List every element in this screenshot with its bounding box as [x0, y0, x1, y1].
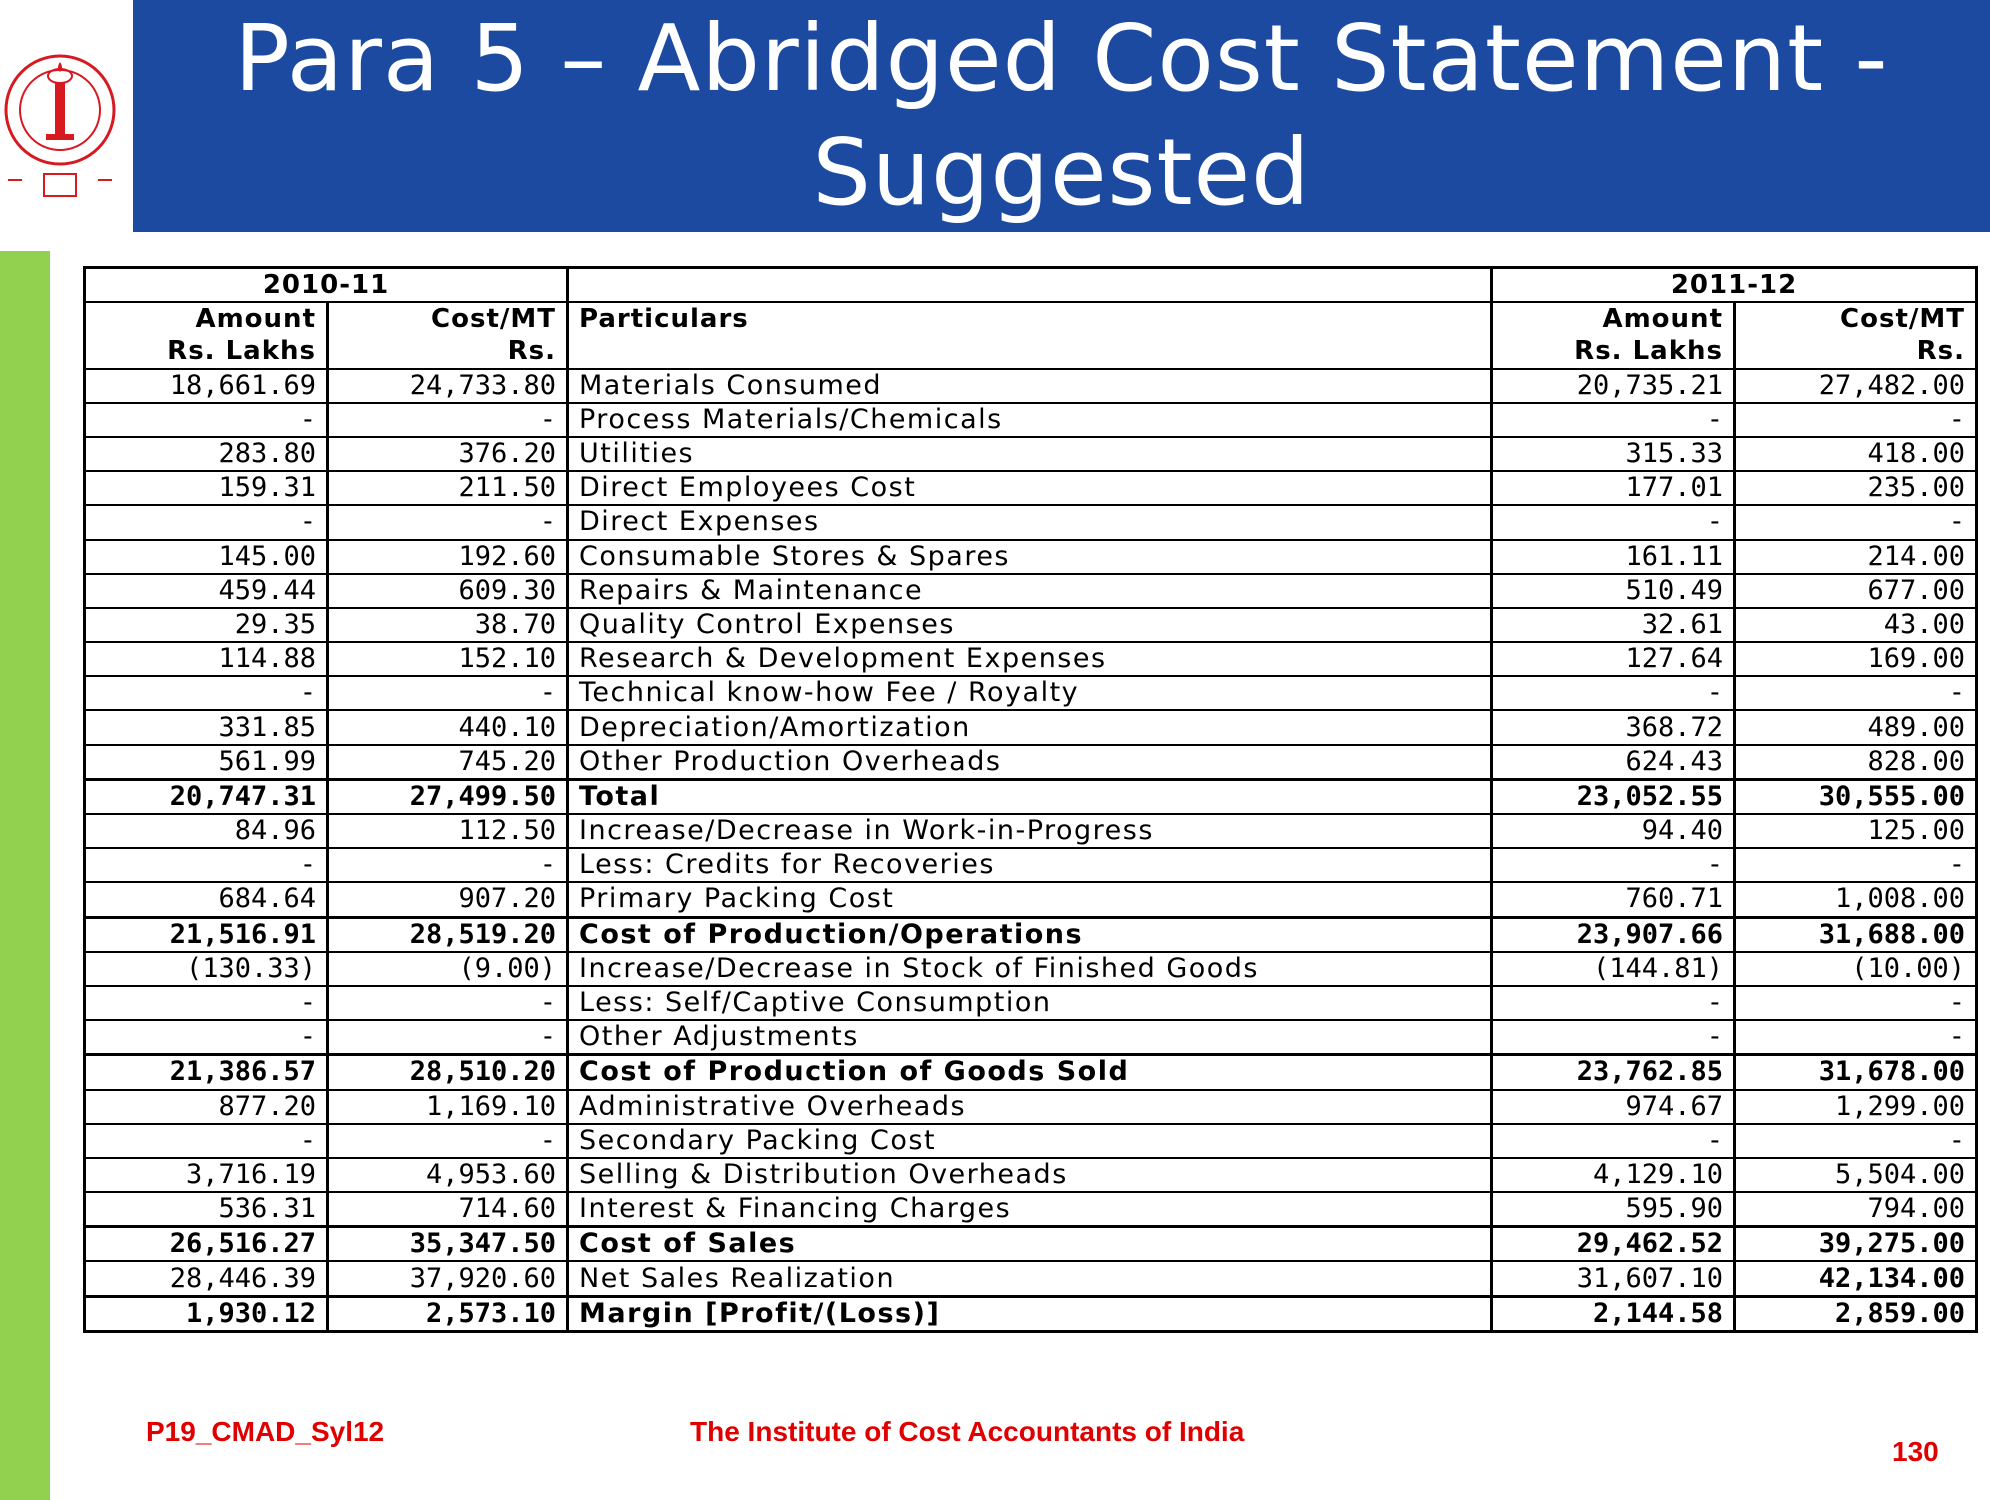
cost-per-mt-2010-11-cell: 376.20 [328, 437, 568, 471]
amount-2011-12-cell: (144.81) [1492, 952, 1735, 986]
amount-2010-11-cell: 159.31 [85, 471, 328, 505]
amount-2011-12-cell: - [1492, 505, 1735, 539]
unit-amount-right: Rs. Lakhs [1492, 335, 1735, 368]
accent-bar [0, 251, 50, 1500]
amount-2011-12-cell: - [1492, 403, 1735, 437]
table-row [85, 642, 1977, 676]
cost-per-mt-2011-12-cell: - [1735, 1020, 1977, 1055]
table-row [85, 540, 1977, 574]
particulars-cell: Cost of Sales [568, 1227, 1492, 1262]
cost-per-mt-2011-12-cell: 677.00 [1735, 574, 1977, 608]
table-row [85, 848, 1977, 882]
cost-per-mt-2011-12-cell: - [1735, 676, 1977, 710]
amount-2011-12-cell: 23,762.85 [1492, 1055, 1735, 1090]
table-row [85, 403, 1977, 437]
particulars-cell: Cost of Production/Operations [568, 917, 1492, 952]
footer-institute: The Institute of Cost Accountants of India [690, 1416, 1245, 1447]
table-row [85, 369, 1977, 403]
table-row [85, 745, 1977, 780]
cost-per-mt-2010-11-cell: 211.50 [328, 471, 568, 505]
cost-per-mt-2010-11-cell: - [328, 1124, 568, 1158]
amount-2011-12-cell: 177.01 [1492, 471, 1735, 505]
amount-2011-12-cell: - [1492, 1124, 1735, 1158]
table-row [85, 779, 1977, 814]
amount-2011-12-cell: 368.72 [1492, 710, 1735, 744]
cost-per-mt-2010-11-cell: 745.20 [328, 745, 568, 780]
amount-2011-12-cell: - [1492, 1020, 1735, 1055]
table-row [85, 917, 1977, 952]
particulars-cell: Technical know-how Fee / Royalty [568, 676, 1492, 710]
table-row [85, 608, 1977, 642]
cost-per-mt-2010-11-cell: - [328, 986, 568, 1020]
amount-2011-12-cell: 23,907.66 [1492, 917, 1735, 952]
table-row [85, 1261, 1977, 1296]
particulars-cell: Less: Self/Captive Consumption [568, 986, 1492, 1020]
cost-per-mt-2010-11-cell: 907.20 [328, 882, 568, 917]
cost-per-mt-2011-12-cell: 31,688.00 [1735, 917, 1977, 952]
particulars-cell: Direct Employees Cost [568, 471, 1492, 505]
cost-per-mt-2010-11-cell: 38.70 [328, 608, 568, 642]
cost-per-mt-2010-11-cell: (9.00) [328, 952, 568, 986]
cost-per-mt-2011-12-cell: - [1735, 403, 1977, 437]
cost-per-mt-2011-12-cell: - [1735, 848, 1977, 882]
table-row [85, 1158, 1977, 1192]
amount-2011-12-cell: - [1492, 986, 1735, 1020]
amount-2010-11-cell: 684.64 [85, 882, 328, 917]
cost-per-mt-2010-11-cell: 28,519.20 [328, 917, 568, 952]
amount-2010-11-cell: 114.88 [85, 642, 328, 676]
amount-2010-11-cell: - [85, 986, 328, 1020]
cost-per-mt-2011-12-cell: 27,482.00 [1735, 369, 1977, 403]
amount-2011-12-cell: 29,462.52 [1492, 1227, 1735, 1262]
amount-2011-12-cell: 315.33 [1492, 437, 1735, 471]
col-cost-right: Cost/MT [1735, 302, 1977, 335]
col-particulars: Particulars [568, 302, 1492, 335]
amount-2011-12-cell: 94.40 [1492, 814, 1735, 848]
amount-2011-12-cell: 23,052.55 [1492, 779, 1735, 814]
amount-2011-12-cell: 595.90 [1492, 1192, 1735, 1227]
cost-per-mt-2011-12-cell: 235.00 [1735, 471, 1977, 505]
title-banner [133, 0, 1990, 232]
amount-2010-11-cell: 1,930.12 [85, 1296, 328, 1331]
amount-2011-12-cell: - [1492, 848, 1735, 882]
particulars-cell: Research & Development Expenses [568, 642, 1492, 676]
amount-2010-11-cell: (130.33) [85, 952, 328, 986]
cost-per-mt-2010-11-cell: 4,953.60 [328, 1158, 568, 1192]
amount-2010-11-cell: 21,386.57 [85, 1055, 328, 1090]
amount-2011-12-cell: 510.49 [1492, 574, 1735, 608]
amount-2010-11-cell: - [85, 403, 328, 437]
cost-per-mt-2011-12-cell: 214.00 [1735, 540, 1977, 574]
cost-per-mt-2011-12-cell: 828.00 [1735, 745, 1977, 780]
table-row [85, 1055, 1977, 1090]
particulars-cell: Direct Expenses [568, 505, 1492, 539]
cost-per-mt-2010-11-cell: 2,573.10 [328, 1296, 568, 1331]
cost-per-mt-2011-12-cell: - [1735, 1124, 1977, 1158]
amount-2010-11-cell: 20,747.31 [85, 779, 328, 814]
cost-per-mt-2010-11-cell: - [328, 848, 568, 882]
cost-per-mt-2011-12-cell: 30,555.00 [1735, 779, 1977, 814]
cost-per-mt-2011-12-cell: 169.00 [1735, 642, 1977, 676]
table-row [85, 574, 1977, 608]
cost-per-mt-2010-11-cell: 152.10 [328, 642, 568, 676]
amount-2010-11-cell: 536.31 [85, 1192, 328, 1227]
cost-per-mt-2010-11-cell: - [328, 676, 568, 710]
amount-2010-11-cell: 26,516.27 [85, 1227, 328, 1262]
particulars-cell: Process Materials/Chemicals [568, 403, 1492, 437]
amount-2010-11-cell: 331.85 [85, 710, 328, 744]
particulars-cell: Utilities [568, 437, 1492, 471]
cost-per-mt-2010-11-cell: 609.30 [328, 574, 568, 608]
table-row [85, 1227, 1977, 1262]
page-title-line-1: Para 5 – Abridged Cost Statement - [234, 5, 1889, 112]
cost-per-mt-2011-12-cell: (10.00) [1735, 952, 1977, 986]
amount-2011-12-cell: 4,129.10 [1492, 1158, 1735, 1192]
cost-per-mt-2011-12-cell: 42,134.00 [1735, 1261, 1977, 1296]
amount-2011-12-cell: 974.67 [1492, 1090, 1735, 1124]
unit-amount-left: Rs. Lakhs [85, 335, 328, 368]
amount-2010-11-cell: 145.00 [85, 540, 328, 574]
particulars-cell: Cost of Production of Goods Sold [568, 1055, 1492, 1090]
particulars-cell: Primary Packing Cost [568, 882, 1492, 917]
amount-2010-11-cell: 459.44 [85, 574, 328, 608]
cost-per-mt-2011-12-cell: - [1735, 505, 1977, 539]
col-cost-left: Cost/MT [328, 302, 568, 335]
cost-per-mt-2010-11-cell: 24,733.80 [328, 369, 568, 403]
amount-2010-11-cell: 283.80 [85, 437, 328, 471]
cost-per-mt-2011-12-cell: 1,008.00 [1735, 882, 1977, 917]
cost-per-mt-2010-11-cell: 714.60 [328, 1192, 568, 1227]
particulars-cell: Other Adjustments [568, 1020, 1492, 1055]
particulars-cell: Repairs & Maintenance [568, 574, 1492, 608]
table-row [85, 710, 1977, 744]
amount-2011-12-cell: 20,735.21 [1492, 369, 1735, 403]
cost-per-mt-2010-11-cell: 28,510.20 [328, 1055, 568, 1090]
particulars-cell: Net Sales Realization [568, 1261, 1492, 1296]
amount-2011-12-cell: 127.64 [1492, 642, 1735, 676]
cost-per-mt-2010-11-cell: - [328, 1020, 568, 1055]
amount-2011-12-cell: 2,144.58 [1492, 1296, 1735, 1331]
table-row [85, 952, 1977, 986]
footer-course-code: P19_CMAD_Syl12 [146, 1416, 385, 1447]
amount-2010-11-cell: - [85, 505, 328, 539]
particulars-cell: Depreciation/Amortization [568, 710, 1492, 744]
amount-2010-11-cell: 28,446.39 [85, 1261, 328, 1296]
amount-2010-11-cell: - [85, 1124, 328, 1158]
amount-2011-12-cell: 31,607.10 [1492, 1261, 1735, 1296]
cost-per-mt-2011-12-cell: 5,504.00 [1735, 1158, 1977, 1192]
particulars-cell: Increase/Decrease in Stock of Finished Goods [568, 952, 1492, 986]
cost-statement-table-wrap [83, 266, 1975, 1333]
amount-2011-12-cell: 32.61 [1492, 608, 1735, 642]
particulars-cell: Increase/Decrease in Work-in-Progress [568, 814, 1492, 848]
cost-per-mt-2011-12-cell: 31,678.00 [1735, 1055, 1977, 1090]
year-right: 2011-12 [1492, 268, 1977, 303]
amount-2011-12-cell: 624.43 [1492, 745, 1735, 780]
amount-2010-11-cell: 561.99 [85, 745, 328, 780]
particulars-cell: Interest & Financing Charges [568, 1192, 1492, 1227]
institute-seal-icon [0, 0, 130, 232]
amount-2010-11-cell: 84.96 [85, 814, 328, 848]
institute-logo [0, 0, 130, 232]
cost-per-mt-2011-12-cell: 39,275.00 [1735, 1227, 1977, 1262]
cost-per-mt-2010-11-cell: 35,347.50 [328, 1227, 568, 1262]
particulars-blank [568, 268, 1492, 303]
amount-2010-11-cell: 18,661.69 [85, 369, 328, 403]
particulars-cell: Selling & Distribution Overheads [568, 1158, 1492, 1192]
unit-header-row [85, 335, 1977, 368]
cost-per-mt-2010-11-cell: - [328, 505, 568, 539]
column-header-row [85, 302, 1977, 335]
table-row [85, 505, 1977, 539]
cost-per-mt-2010-11-cell: 1,169.10 [328, 1090, 568, 1124]
unit-cost-right: Rs. [1735, 335, 1977, 368]
amount-2011-12-cell: 161.11 [1492, 540, 1735, 574]
page-number: 130 [1892, 1436, 1939, 1467]
cost-per-mt-2010-11-cell: 27,499.50 [328, 779, 568, 814]
year-header-row [85, 268, 1977, 303]
cost-per-mt-2010-11-cell: 440.10 [328, 710, 568, 744]
cost-per-mt-2011-12-cell: 489.00 [1735, 710, 1977, 744]
cost-per-mt-2010-11-cell: 112.50 [328, 814, 568, 848]
cost-per-mt-2011-12-cell: 125.00 [1735, 814, 1977, 848]
amount-2011-12-cell: - [1492, 676, 1735, 710]
year-left: 2010-11 [85, 268, 568, 303]
cost-per-mt-2011-12-cell: 1,299.00 [1735, 1090, 1977, 1124]
table-row [85, 1090, 1977, 1124]
table-row [85, 814, 1977, 848]
amount-2010-11-cell: 21,516.91 [85, 917, 328, 952]
unit-cost-left: Rs. [328, 335, 568, 368]
particulars-cell: Total [568, 779, 1492, 814]
table-row [85, 1296, 1977, 1331]
cost-per-mt-2010-11-cell: - [328, 403, 568, 437]
cost-per-mt-2011-12-cell: 2,859.00 [1735, 1296, 1977, 1331]
table-row [85, 1192, 1977, 1227]
particulars-cell: Margin [Profit/(Loss)] [568, 1296, 1492, 1331]
amount-2010-11-cell: - [85, 848, 328, 882]
table-row [85, 1124, 1977, 1158]
particulars-cell: Other Production Overheads [568, 745, 1492, 780]
amount-2011-12-cell: 760.71 [1492, 882, 1735, 917]
col-amount-left: Amount [85, 302, 328, 335]
table-row [85, 437, 1977, 471]
table-row [85, 882, 1977, 917]
cost-per-mt-2011-12-cell: 794.00 [1735, 1192, 1977, 1227]
amount-2010-11-cell: 877.20 [85, 1090, 328, 1124]
cost-per-mt-2011-12-cell: - [1735, 986, 1977, 1020]
unit-particulars [568, 335, 1492, 368]
table-row [85, 986, 1977, 1020]
table-row [85, 676, 1977, 710]
table-row [85, 1020, 1977, 1055]
cost-per-mt-2010-11-cell: 192.60 [328, 540, 568, 574]
amount-2010-11-cell: - [85, 1020, 328, 1055]
cost-per-mt-2010-11-cell: 37,920.60 [328, 1261, 568, 1296]
cost-per-mt-2011-12-cell: 418.00 [1735, 437, 1977, 471]
particulars-cell: Secondary Packing Cost [568, 1124, 1492, 1158]
page-title-line-2: Suggested [812, 119, 1311, 226]
amount-2010-11-cell: 3,716.19 [85, 1158, 328, 1192]
particulars-cell: Quality Control Expenses [568, 608, 1492, 642]
cost-per-mt-2011-12-cell: 43.00 [1735, 608, 1977, 642]
particulars-cell: Administrative Overheads [568, 1090, 1492, 1124]
particulars-cell: Less: Credits for Recoveries [568, 848, 1492, 882]
particulars-cell: Consumable Stores & Spares [568, 540, 1492, 574]
amount-2010-11-cell: 29.35 [85, 608, 328, 642]
col-amount-right: Amount [1492, 302, 1735, 335]
cost-statement-table [83, 266, 1978, 1333]
amount-2010-11-cell: - [85, 676, 328, 710]
particulars-cell: Materials Consumed [568, 369, 1492, 403]
table-row [85, 471, 1977, 505]
